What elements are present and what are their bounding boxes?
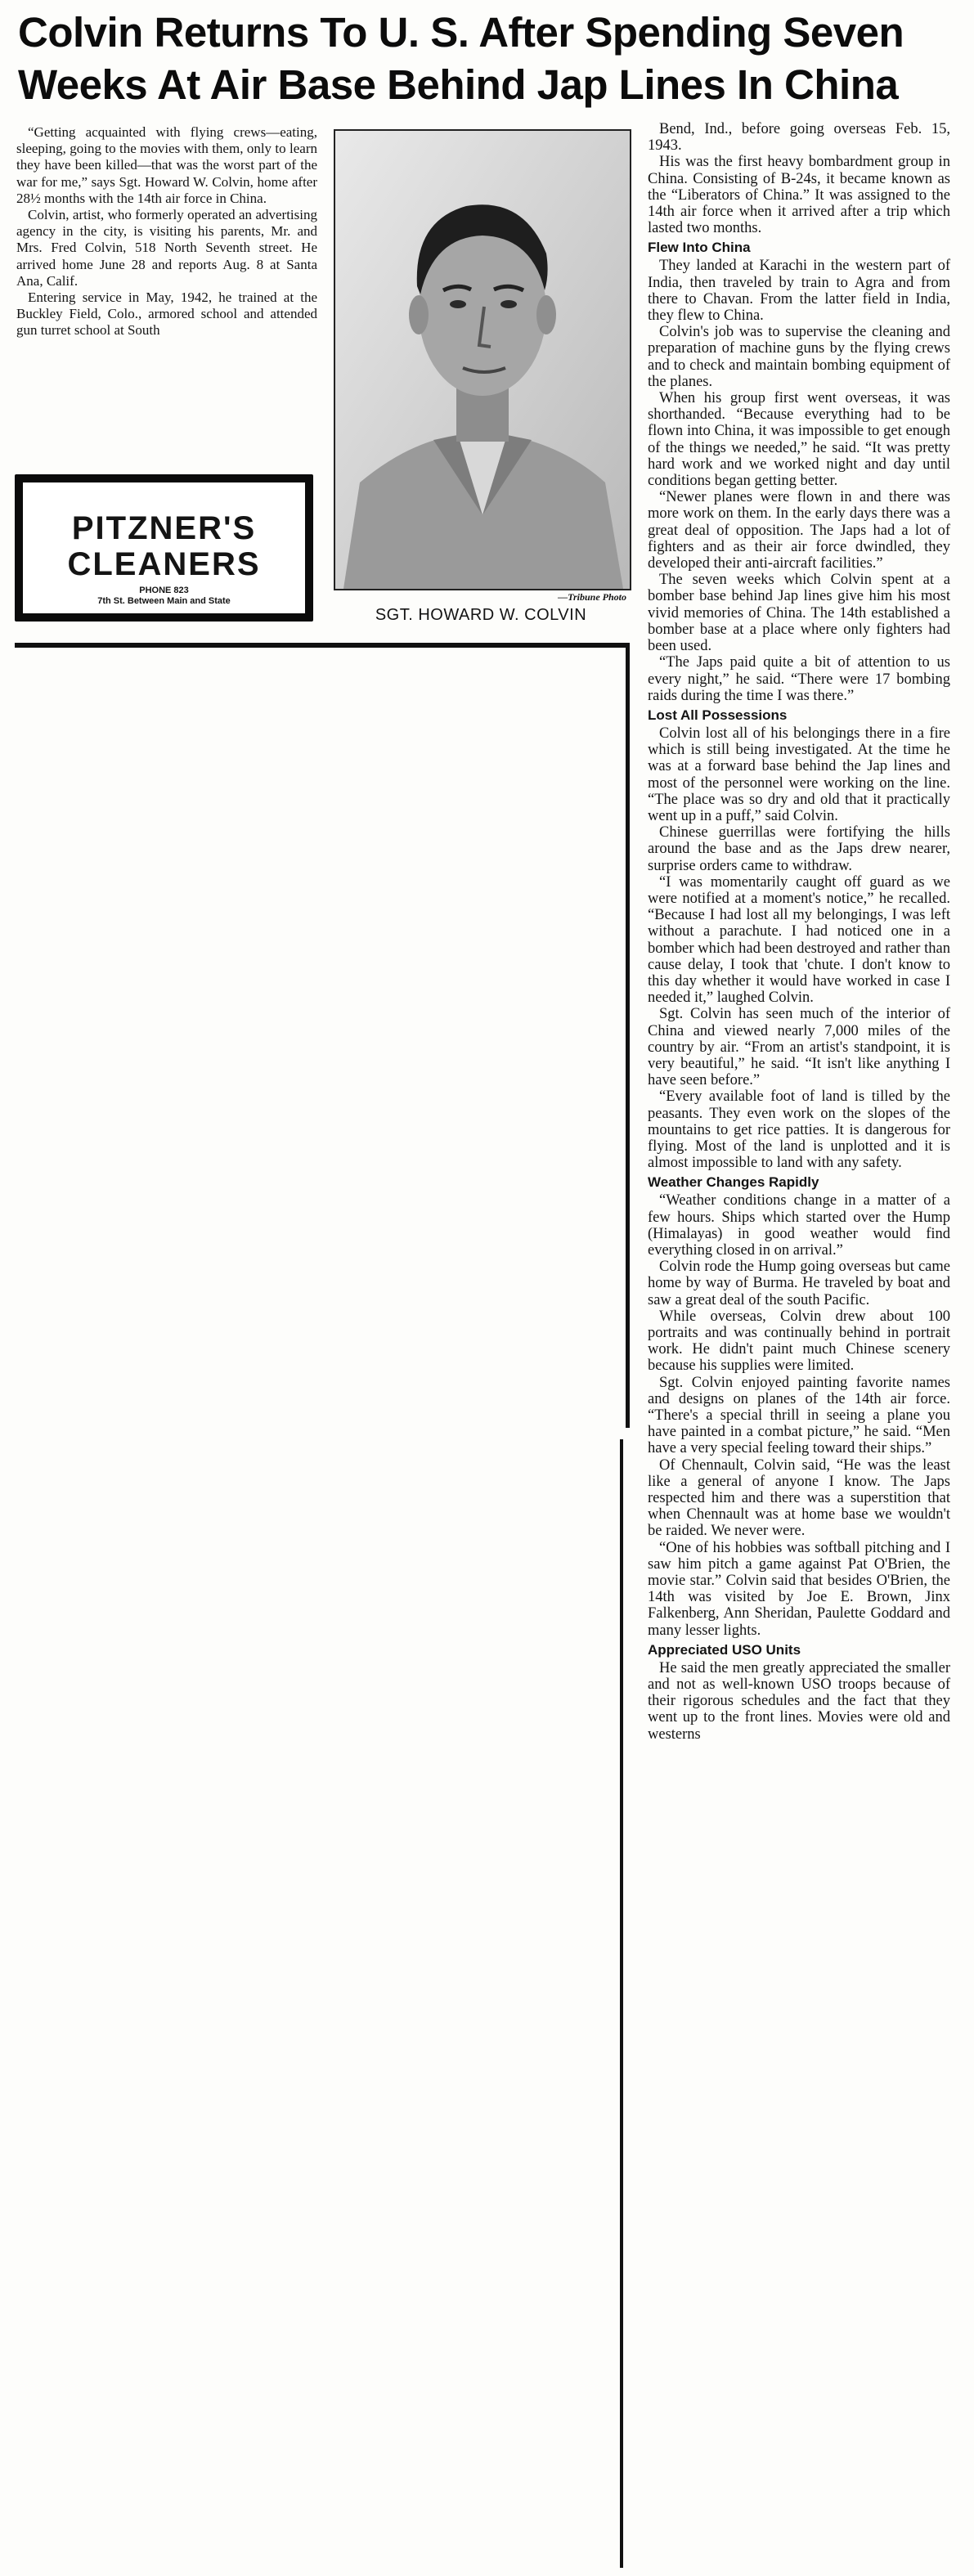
ad-name-line-2: CLEANERS: [67, 546, 261, 582]
subhead: Weather Changes Rapidly: [648, 1174, 819, 1191]
paragraph: Sgt. Colvin has seen much of the interior of China and viewed nearly 7,000 miles of the country by air. “From an artist's standpoint, it is very beautiful,” he said. “It isn't like anything I have seen before.”: [648, 1006, 950, 1089]
paragraph: “Weather conditions change in a matter of a few hours. Ships which started over the Hump (Himalayas) in good weather would find everything closed in on arrival.”: [648, 1192, 950, 1259]
photo-credit: —Tribune Photo: [558, 591, 626, 603]
subhead: Flew Into China: [648, 240, 751, 256]
headline-line-1: Colvin Returns To U. S. After Spending Seven: [18, 9, 904, 56]
paragraph: “Every available foot of land is tilled by the peasants. They even work on the slopes of the mountains to get rice patties. It is dangerous for flying. Most of the land is unplotted and it is almost impossible to land with any safety.: [648, 1088, 950, 1172]
article-column-3: [648, 121, 950, 1743]
ad-phone: PHONE 823: [139, 586, 189, 595]
paragraph: “The Japs paid quite a bit of attention to us every night,” he said. “There were 17 bombing raids during the time I was there.”: [648, 654, 950, 704]
paragraph: “I was momentarily caught off guard as we were notified at a moment's notice,” he recalled. “Because I had lost all my belongings, I was left without a parachute. I had noticed one in a bomber which had been destroyed and rather than cause delay, I took that 'chute. I don't know to this day whether it would have worked in case I needed it,” laughed Colvin.: [648, 873, 950, 1007]
headline-line-2: Weeks At Air Base Behind Jap Lines In China: [18, 61, 899, 108]
photo-caption: SGT. HOWARD W. COLVIN: [375, 606, 587, 624]
portrait-photo: [334, 129, 631, 590]
paragraph: While overseas, Colvin drew about 100 portraits and was continually behind in portrait work. He didn't paint much Chinese scenery because his supplies were limited.: [648, 1308, 950, 1375]
paragraph: Colvin, artist, who formerly operated an advertising agency in the city, is visiting his parents, Mr. and Mrs. Fred Colvin, 518 North Seventh street. He arrived home June 28 and reports Aug. 8 at Santa Ana, Calif.: [16, 207, 317, 289]
paragraph: “Newer planes were flown in and there was more work on them. In the early days there was a great deal of opposition. The Japs had a lot of fighters and as their air force dwindled, they developed their anti-aircraft facilities.”: [648, 489, 950, 572]
paragraph: Chinese guerrillas were fortifying the hills around the base and as the Japs drew nearer, surprise orders came to withdraw.: [648, 824, 950, 874]
ad-name-line-1: PITZNER'S: [71, 510, 257, 546]
paragraph: Of Chennault, Colvin said, “He was the least like a general of anyone I know. The Japs respected him and there was a superstition that when Chennault was at home base we wouldn't be raided. We never were.: [648, 1456, 950, 1540]
ad-address: 7th St. Between Main and State: [97, 596, 231, 606]
paragraph: When his group first went overseas, it was shorthanded. “Because everything had to be flown into China, it was impossible to get enough of the things we needed,” he said. “It was pretty hard work and we worked night and day until conditions began getting better.: [648, 390, 950, 490]
portrait-figure: [334, 129, 638, 624]
paragraph: The seven weeks which Colvin spent at a bomber base behind Jap lines give him his most vivid memories of China. The 14th established a bomber base at a place where only fighters had been used.: [648, 572, 950, 655]
column-rule: [620, 1439, 623, 2568]
subhead: Appreciated USO Units: [648, 1641, 801, 1658]
paragraph: Colvin rode the Hump going overseas but came home by way of Burma. He traveled by boat and saw a great deal of the south Pacific.: [648, 1259, 950, 1308]
pitzners-cleaners-ad: [15, 474, 313, 622]
paragraph: Sgt. Colvin enjoyed painting favorite names and designs on planes of the 14th air force. “There's a special thrill in seeing a plane you have painted in a combat picture,” he said. “Men have a very special feeling toward their ships.”: [648, 1374, 950, 1457]
column-rule: [15, 643, 630, 648]
article-column-1: [16, 124, 317, 339]
subhead: Lost All Possessions: [648, 707, 788, 723]
paragraph: “One of his hobbies was softball pitching and I saw him pitch a game against Pat O'Brien, the movie star.” Colvin said that besides O'Brien, the 14th was visited by Joe E. Brown, Jinx Falkenberg, Ann Sheridan, Paulette Goddard and many lesser lights.: [648, 1539, 950, 1639]
column-rule: [626, 643, 630, 1428]
headline: [18, 7, 950, 111]
paragraph: He said the men greatly appreciated the smaller and not as well-known USO troops because of their rigorous schedules and the fact that they went up to the front lines. Movies were old and westerns: [648, 1659, 950, 1743]
paragraph: His was the first heavy bombardment group in China. Consisting of B-24s, it became known as the “Liberators of China.” It was assigned to the 14th air force when it arrived after a trip which lasted two months.: [648, 154, 950, 237]
paragraph: They landed at Karachi in the western part of India, then traveled by train to Agra and from there to Chavan. From the latter field in India, they flew to China.: [648, 258, 950, 325]
paragraph: Bend, Ind., before going overseas Feb. 15, 1943.: [648, 121, 950, 155]
paragraph: Colvin's job was to supervise the cleaning and preparation of machine guns by the flying crews and to check and maintain bombing equipment of the planes.: [648, 324, 950, 390]
paragraph: “Getting acquainted with flying crews—eating, sleeping, going to the movies with them, only to learn they have been killed—that was the worst part of the war for me,” says Sgt. Howard W. Colvin, home after 28½ months with the 14th air force in China.: [16, 124, 317, 206]
paragraph: Colvin lost all of his belongings there in a fire which is still being investigated. At the time he was at a forward base behind the Jap lines and most of the personnel were working on the line. “The place was so dry and old that it practically went up in a puff,” said Colvin.: [648, 725, 950, 824]
paragraph: Entering service in May, 1942, he trained at the Buckley Field, Colo., armored school and attended gun turret school at South: [16, 289, 317, 339]
